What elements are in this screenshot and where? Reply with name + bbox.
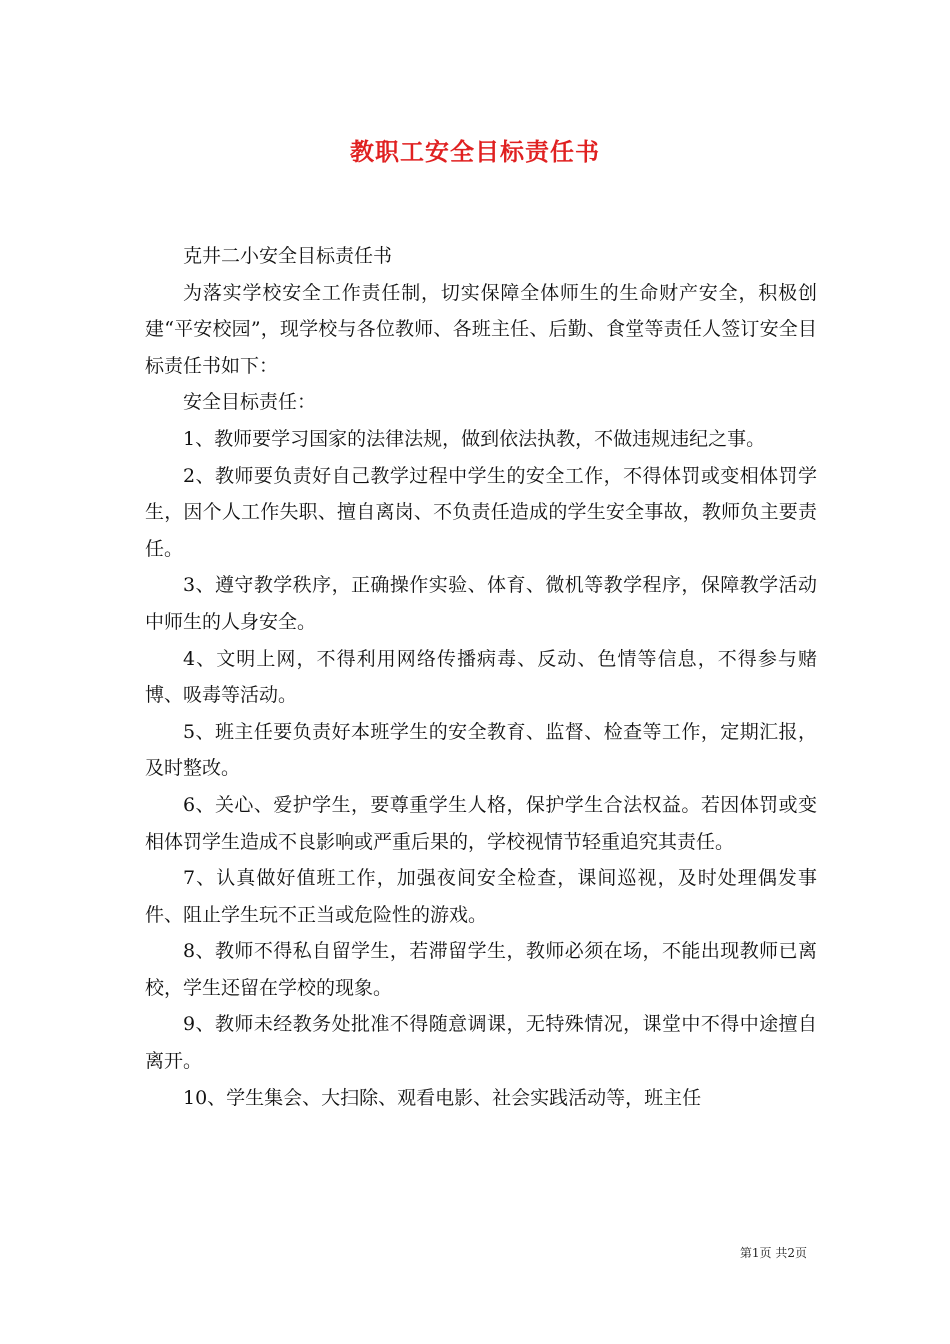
page-number-footer: 第1页 共2页 <box>739 1246 807 1260</box>
document-title: 教职工安全目标责任书 <box>350 137 600 166</box>
paragraph-item-7: 7、认真做好值班工作，加强夜间安全检查，课间巡视，及时处理偶发事件、阻止学生玩不正当或危险性的游戏。 <box>145 867 817 926</box>
paragraph-item-1: 1、教师要学习国家的法律法规，做到依法执教，不做违规违纪之事。 <box>183 427 766 450</box>
document-body <box>145 238 817 1116</box>
paragraph-heading: 克井二小安全目标责任书 <box>183 245 393 267</box>
paragraph-item-9: 9、教师未经教务处批准不得随意调课，无特殊情况，课堂中不得中途擅自离开。 <box>145 1013 817 1073</box>
paragraph-item-6: 6、关心、爱护学生，要尊重学生人格，保护学生合法权益。若因体罚或变相体罚学生造成不良影响或严重后果的，学校视情节轻重追究其责任。 <box>145 793 817 853</box>
paragraph-section-label: 安全目标责任： <box>183 391 317 414</box>
paragraph-item-3: 3、遵守教学秩序，正确操作实验、体育、微机等教学程序，保障教学活动中师生的人身安全。 <box>145 574 817 633</box>
paragraph-item-8: 8、教师不得私自留学生，若滞留学生，教师必须在场，不能出现教师已离校，学生还留在学校的现象。 <box>145 940 817 999</box>
paragraph-item-2: 2、教师要负责好自己教学过程中学生的安全工作，不得体罚或变相体罚学生，因个人工作失职、擅自离岗、不负责任造成的学生安全事故，教师负主要责任。 <box>145 464 817 560</box>
paragraph-item-10: 10、学生集会、大扫除、观看电影、社会实践活动等，班主任 <box>183 1086 702 1109</box>
paragraph-item-4: 4、文明上网，不得利用网络传播病毒、反动、色情等信息，不得参与赌博、吸毒等活动。 <box>145 647 817 707</box>
paragraph-item-5: 5、班主任要负责好本班学生的安全教育、监督、检查等工作，定期汇报，及时整改。 <box>145 720 817 780</box>
paragraph-intro: 为落实学校安全工作责任制，切实保障全体师生的生命财产安全，积极创建“平安校园”，现学校与各位教师、各班主任、后勤、食堂等责任人签订安全目标责任书如下： <box>145 281 817 377</box>
